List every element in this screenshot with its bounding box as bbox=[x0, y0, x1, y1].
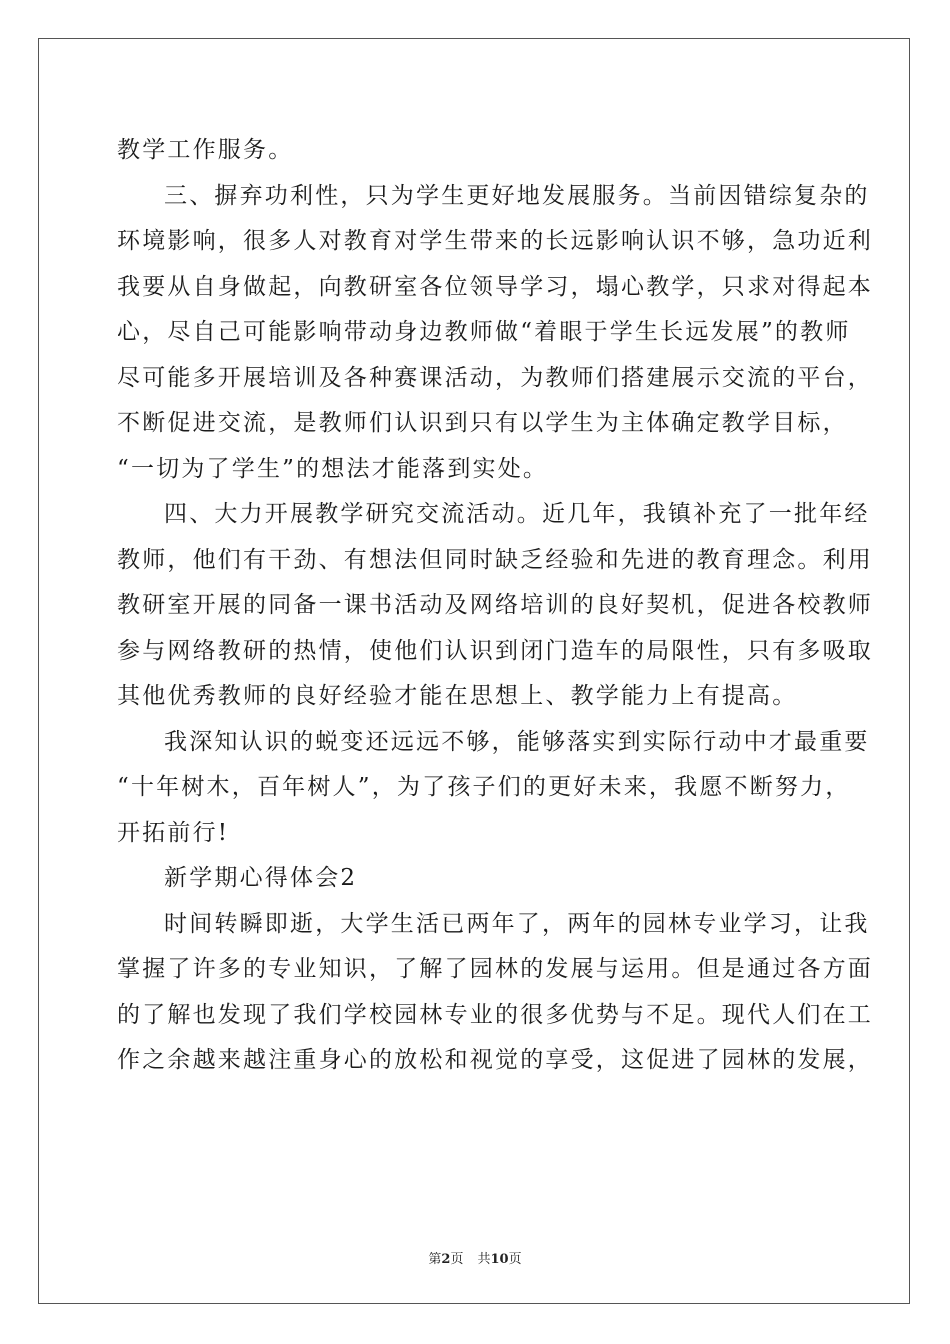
current-page-number: 2 bbox=[441, 1252, 451, 1267]
text-line: 尽可能多开展培训及各种赛课活动，为教师们搭建展示交流的平台， bbox=[117, 364, 873, 391]
page-label-prefix: 第 bbox=[428, 1252, 442, 1267]
text-line: 教学工作服务。 bbox=[117, 137, 294, 163]
total-label-suffix: 页 bbox=[508, 1252, 522, 1267]
total-page-count: 10 bbox=[490, 1252, 509, 1267]
text-line: 时间转瞬即逝，大学生活已两年了，两年的园林专业学习，让我 bbox=[164, 910, 870, 937]
text-line: 我深知认识的蜕变还远远不够，能够落实到实际行动中才最重要 bbox=[164, 728, 870, 755]
text-line: 教师，他们有干劲、有想法但同时缺乏经验和先进的教育理念。利用 bbox=[117, 546, 873, 573]
text-line: 三、摒弃功利性，只为学生更好地发展服务。当前因错综复杂的 bbox=[164, 182, 870, 209]
text-line: 环境影响，很多人对教育对学生带来的长远影响认识不够，急功近利 bbox=[117, 228, 873, 254]
document-body bbox=[117, 128, 873, 1084]
text-line: 参与网络教研的热情，使他们认识到闭门造车的局限性，只有多吸取 bbox=[117, 637, 873, 664]
page-footer bbox=[0, 1248, 950, 1267]
text-line: 我要从自身做起，向教研室各位领导学习，塌心教学，只求对得起本 bbox=[117, 273, 873, 300]
text-line: 教研室开展的同备一课书活动及网络培训的良好契机，促进各校教师 bbox=[117, 592, 873, 618]
text-line: 掌握了许多的专业知识，了解了园林的发展与运用。但是通过各方面 bbox=[117, 956, 873, 982]
text-line: “一切为了学生”的想法才能落到实处。 bbox=[117, 455, 549, 482]
total-label-prefix: 共 bbox=[477, 1252, 491, 1267]
text-line: 四、大力开展教学研究交流活动。近几年，我镇补充了一批年经 bbox=[164, 501, 870, 527]
text-line: 作之余越来越注重身心的放松和视觉的享受，这促进了园林的发展， bbox=[117, 1047, 873, 1073]
text-line: 其他优秀教师的良好经验才能在思想上、教学能力上有提高。 bbox=[117, 683, 798, 709]
text-line: 不断促进交流，是教师们认识到只有以学生为主体确定教学目标， bbox=[117, 410, 848, 436]
text-line: 的了解也发现了我们学校园林专业的很多优势与不足。现代人们在工 bbox=[117, 1001, 873, 1028]
text-line: 心，尽自己可能影响带动身边教师做“着眼于学生长远发展”的教师 bbox=[117, 319, 851, 345]
page-label-suffix: 页 bbox=[450, 1252, 464, 1267]
text-line: 开拓前行! bbox=[117, 819, 230, 846]
section-heading: 新学期心得体会2 bbox=[164, 865, 358, 891]
text-line: “十年树木，百年树人”，为了孩子们的更好未来，我愿不断努力， bbox=[117, 774, 851, 800]
